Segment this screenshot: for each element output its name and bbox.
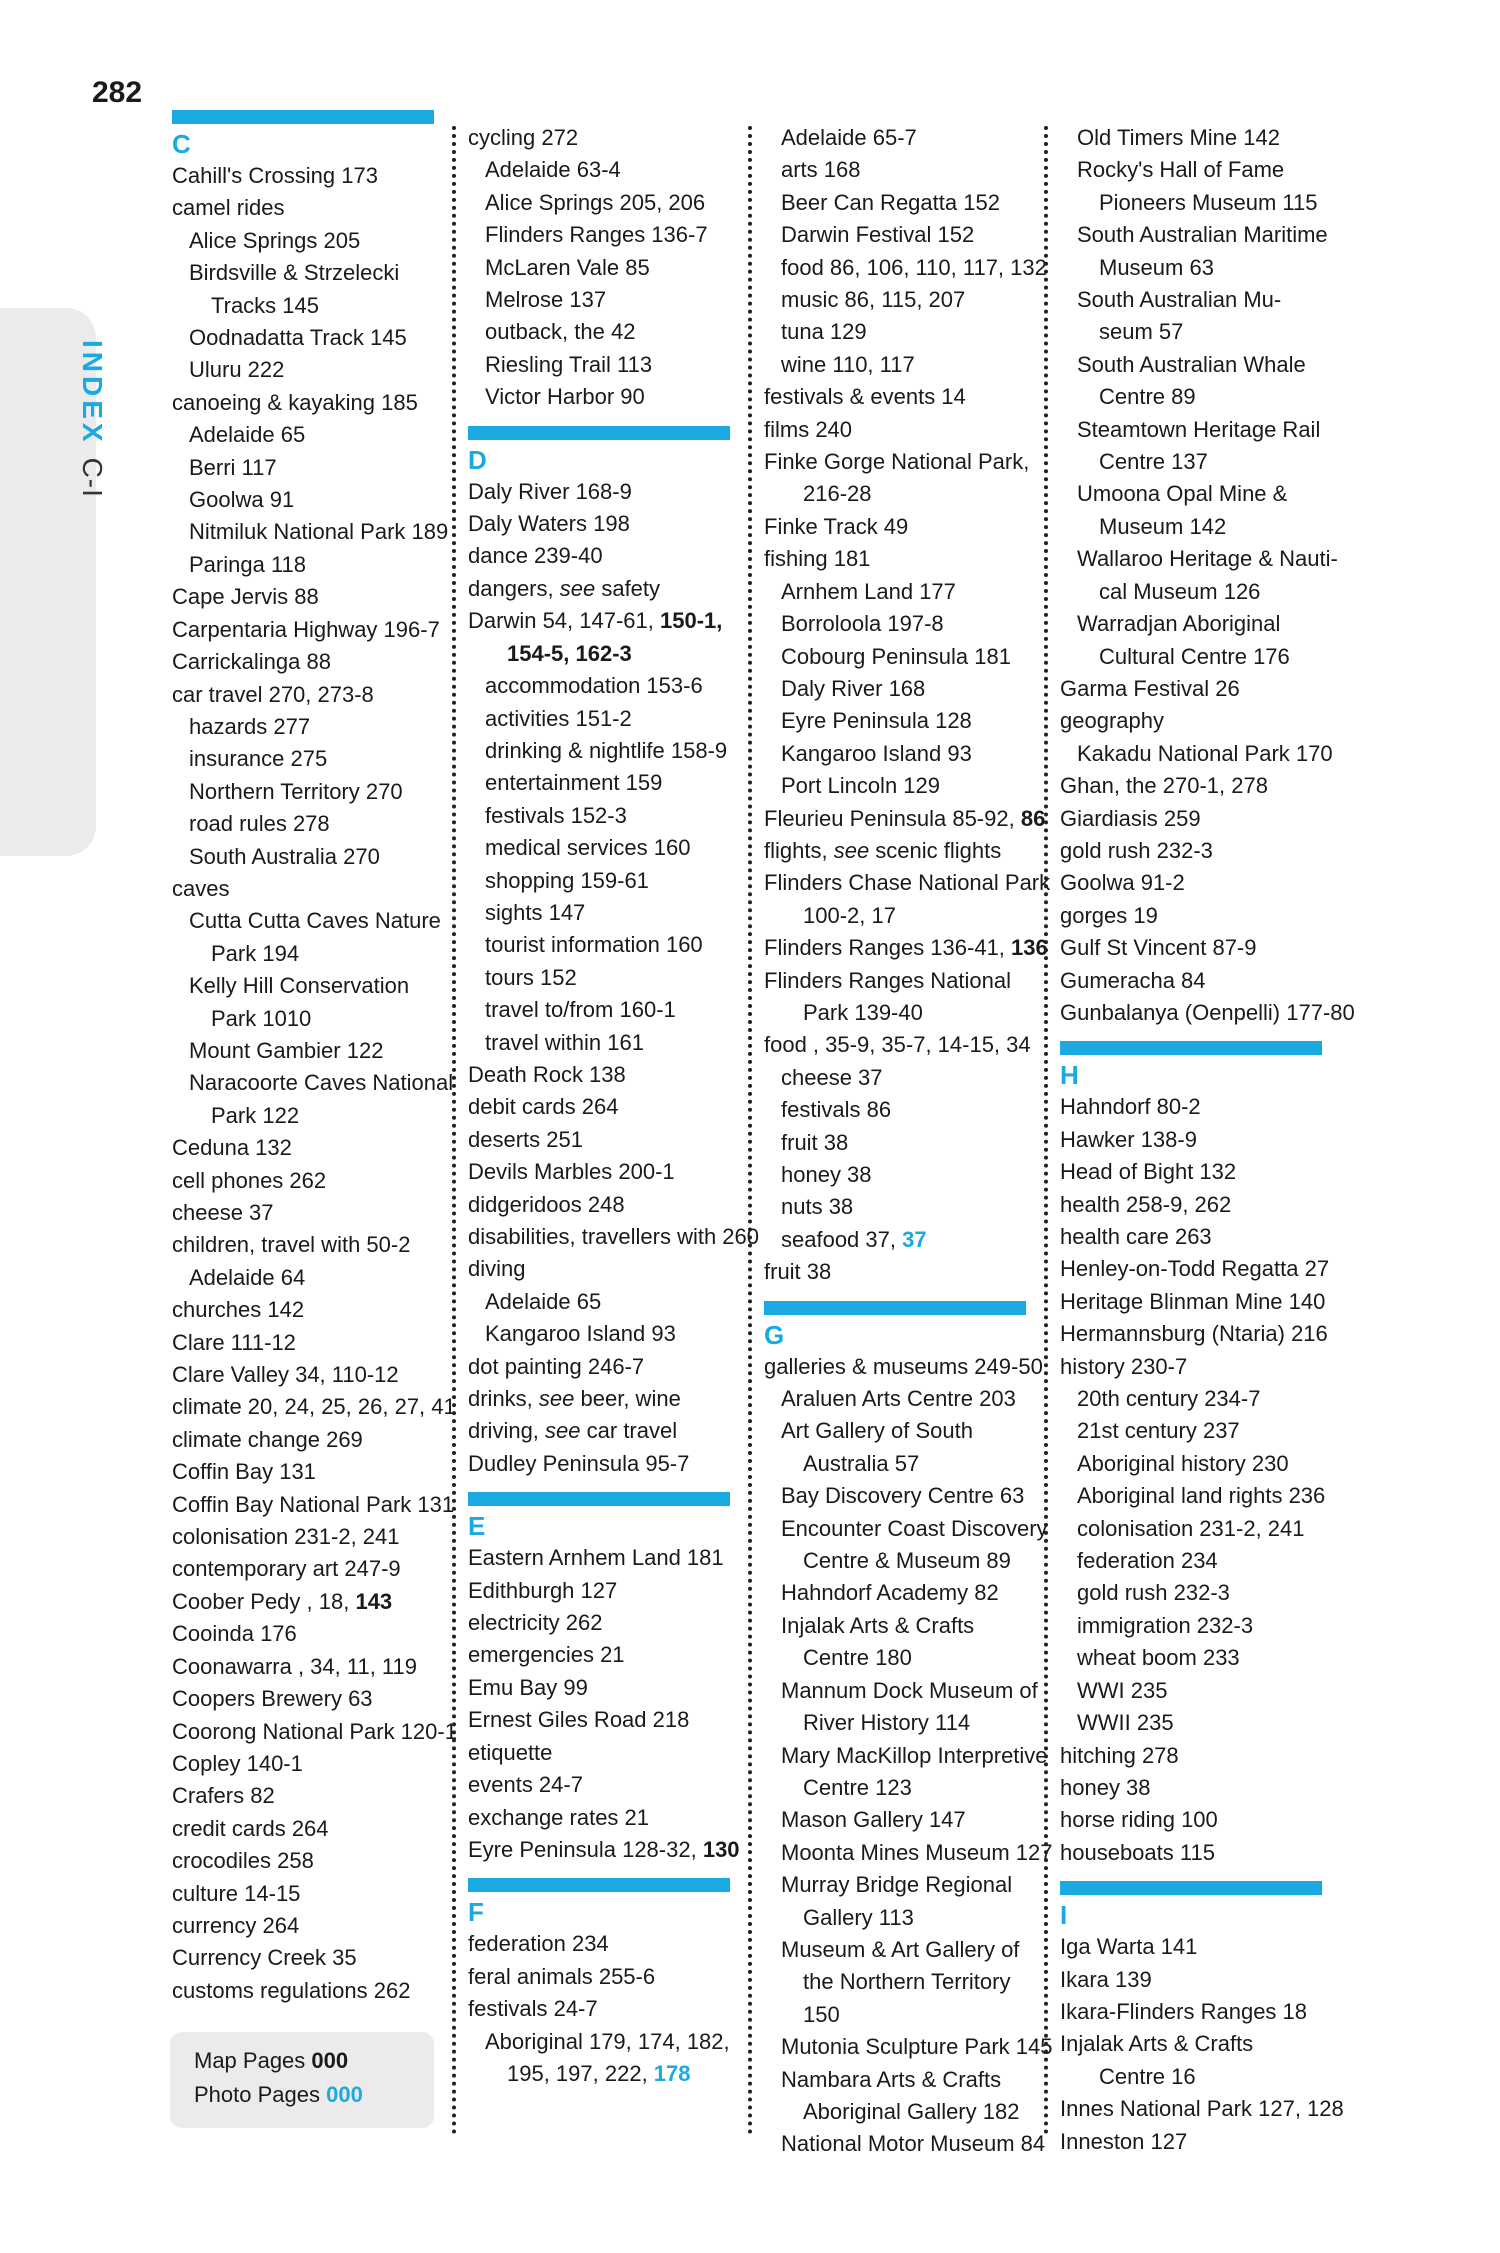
index-subentry: arts 168 bbox=[781, 157, 861, 183]
index-entry-continuation: River History 114 bbox=[803, 1710, 971, 1736]
index-entry: festivals & events 14 bbox=[764, 384, 966, 410]
index-entry: Gumeracha 84 bbox=[1060, 967, 1206, 993]
index-entry: Crafers 82 bbox=[172, 1783, 275, 1809]
index-column-2 bbox=[468, 122, 760, 2090]
index-entry: Coopers Brewery 63 bbox=[172, 1686, 373, 1712]
index-entry: debit cards 264 bbox=[468, 1094, 619, 1120]
index-entry: cycling 272 bbox=[468, 125, 579, 150]
index-entry-continuation: Centre 16 bbox=[1099, 2063, 1196, 2089]
index-subentry: Adelaide 65 bbox=[189, 422, 306, 448]
index-entry: credit cards 264 bbox=[172, 1815, 329, 1841]
index-entry: Hahndorf 80-2 bbox=[1060, 1094, 1201, 1120]
section-letter: I bbox=[1060, 1900, 1068, 1931]
index-entry-continuation: Museum 142 bbox=[1099, 513, 1227, 539]
page-legend bbox=[170, 2032, 434, 2128]
index-entry: events 24-7 bbox=[468, 1772, 583, 1798]
index-subentry: colonisation 231-2, 241 bbox=[1077, 1515, 1305, 1541]
index-entry-continuation: Museum 63 bbox=[1099, 254, 1214, 280]
index-entry: churches 142 bbox=[172, 1297, 305, 1323]
index-subentry: Alice Springs 205, 206 bbox=[485, 189, 706, 215]
map-page-ref: 86 bbox=[1020, 805, 1046, 831]
index-subentry: wheat boom 233 bbox=[1077, 1645, 1240, 1671]
index-tab-label bbox=[76, 340, 108, 498]
index-entry-continuation: 195, 197, 222, 178 bbox=[507, 2060, 691, 2086]
index-entry-continuation: Pioneers Museum 115 bbox=[1099, 189, 1318, 215]
index-entry: car travel 270, 273-8 bbox=[172, 681, 374, 707]
index-entry: Ceduna 132 bbox=[172, 1135, 292, 1161]
section-divider-bar bbox=[468, 1878, 730, 1892]
index-entry: Coonawarra , 34, 11, 119 bbox=[172, 1653, 418, 1679]
index-subentry: Daly River 168 bbox=[781, 675, 926, 701]
index-entry: culture 14-15 bbox=[172, 1880, 301, 1906]
index-subentry: 21st century 237 bbox=[1077, 1418, 1240, 1444]
section-divider-bar bbox=[468, 1492, 730, 1506]
index-entry: Gulf St Vincent 87-9 bbox=[1060, 935, 1257, 961]
map-pages-label: Map Pages bbox=[194, 2048, 306, 2073]
index-subentry: seafood 37, 37 bbox=[781, 1226, 927, 1252]
index-subentry: shopping 159-61 bbox=[485, 867, 649, 893]
index-subentry: McLaren Vale 85 bbox=[485, 254, 650, 280]
index-entry: Carrickalinga 88 bbox=[172, 649, 331, 675]
see-reference: see bbox=[538, 1386, 575, 1412]
index-subentry: Wallaroo Heritage & Nauti- bbox=[1077, 546, 1338, 572]
index-entry: cell phones 262 bbox=[172, 1167, 327, 1193]
index-subentry: Adelaide 63-4 bbox=[485, 157, 621, 183]
index-entry: Coorong National Park 120-1 bbox=[172, 1718, 457, 1744]
index-subentry: road rules 278 bbox=[189, 811, 330, 837]
index-subentry: Museum & Art Gallery of bbox=[781, 1936, 1020, 1962]
index-entry: contemporary art 247-9 bbox=[172, 1556, 401, 1582]
index-subentry: Oodnadatta Track 145 bbox=[189, 325, 407, 351]
index-subentry: Cutta Cutta Caves Nature bbox=[189, 908, 441, 934]
index-entry: Coffin Bay National Park 131 bbox=[172, 1491, 455, 1517]
index-subentry: Mary MacKillop Interpretive bbox=[781, 1742, 1048, 1768]
see-reference: see bbox=[545, 1418, 581, 1444]
index-entry: Garma Festival 26 bbox=[1060, 675, 1240, 701]
index-entry: crocodiles 258 bbox=[172, 1848, 314, 1874]
index-subentry: Mason Gallery 147 bbox=[781, 1807, 966, 1833]
index-entry-continuation: Park 1010 bbox=[211, 1005, 312, 1031]
index-subentry: Nambara Arts & Crafts bbox=[781, 2066, 1002, 2092]
index-subentry: Berri 117 bbox=[189, 454, 277, 480]
index-entry: fruit 38 bbox=[764, 1259, 832, 1285]
section-letter: C bbox=[172, 129, 191, 159]
index-column-3 bbox=[764, 122, 1053, 2161]
index-entry: Ikara-Flinders Ranges 18 bbox=[1060, 1998, 1308, 2024]
section-letter: D bbox=[468, 444, 487, 475]
index-entry: Ikara 139 bbox=[1060, 1966, 1152, 1992]
index-subentry: entertainment 159 bbox=[485, 770, 663, 796]
index-entry: diving bbox=[468, 1256, 526, 1282]
photo-page-ref: 37 bbox=[902, 1226, 927, 1252]
index-subentry: Adelaide 65 bbox=[485, 1288, 602, 1314]
index-subentry: Kangaroo Island 93 bbox=[485, 1321, 676, 1347]
index-subentry: nuts 38 bbox=[781, 1194, 854, 1220]
index-entry: camel rides bbox=[172, 195, 285, 221]
index-entry: Eyre Peninsula 128-32, 130 bbox=[468, 1836, 740, 1862]
map-page-ref: 136 bbox=[1011, 935, 1048, 961]
index-subentry: Kakadu National Park 170 bbox=[1077, 740, 1333, 766]
index-subentry: Injalak Arts & Crafts bbox=[781, 1612, 975, 1638]
index-entry: exchange rates 21 bbox=[468, 1804, 650, 1830]
column-separator bbox=[748, 126, 752, 2136]
index-subentry: Flinders Ranges 136-7 bbox=[485, 222, 708, 248]
index-entry: drinks, see beer, wine bbox=[468, 1386, 681, 1412]
index-entry: Giardiasis 259 bbox=[1060, 805, 1201, 831]
map-page-ref: 150-1, bbox=[660, 608, 723, 634]
index-entry: didgeridoos 248 bbox=[468, 1191, 625, 1217]
index-subentry: cheese 37 bbox=[781, 1064, 883, 1090]
index-subentry: tourist information 160 bbox=[485, 932, 703, 958]
see-reference: see bbox=[833, 837, 870, 863]
index-subentry: Bay Discovery Centre 63 bbox=[781, 1483, 1025, 1509]
map-page-ref: 143 bbox=[355, 1588, 393, 1614]
index-entry: climate change 269 bbox=[172, 1426, 363, 1452]
index-entry: Injalak Arts & Crafts bbox=[1060, 2031, 1254, 2057]
index-subentry: food 86, 106, 110, 117, 132 bbox=[781, 254, 1047, 280]
index-entry-continuation: Centre & Museum 89 bbox=[803, 1548, 1011, 1574]
index-subentry: medical services 160 bbox=[485, 835, 691, 861]
index-subentry: immigration 232-3 bbox=[1077, 1612, 1254, 1638]
index-entry: geography bbox=[1060, 708, 1164, 734]
section-divider-bar bbox=[172, 110, 434, 124]
index-entry: dance 239-40 bbox=[468, 543, 603, 569]
map-page-ref: 130 bbox=[702, 1836, 740, 1862]
index-subentry: National Motor Museum 84 bbox=[781, 2131, 1046, 2157]
index-subentry: Aboriginal history 230 bbox=[1077, 1450, 1289, 1476]
index-subentry: Alice Springs 205 bbox=[189, 227, 361, 253]
index-subentry: Uluru 222 bbox=[189, 357, 285, 383]
index-entry: federation 234 bbox=[468, 1931, 609, 1957]
index-entry: canoeing & kayaking 185 bbox=[172, 389, 418, 415]
index-subentry: Goolwa 91 bbox=[189, 487, 295, 513]
index-entry: Hawker 138-9 bbox=[1060, 1126, 1197, 1152]
section-letter: E bbox=[468, 1511, 486, 1542]
index-entry-continuation: Centre 123 bbox=[803, 1774, 912, 1800]
index-subentry: Old Timers Mine 142 bbox=[1077, 125, 1280, 150]
index-subentry: Borroloola 197-8 bbox=[781, 611, 944, 637]
index-subentry: Mutonia Sculpture Park 145 bbox=[781, 2034, 1053, 2060]
index-subentry: 20th century 234-7 bbox=[1077, 1386, 1261, 1412]
index-subentry: music 86, 115, 207 bbox=[781, 287, 966, 313]
index-entry: deserts 251 bbox=[468, 1126, 583, 1152]
index-subentry: gold rush 232-3 bbox=[1077, 1580, 1230, 1606]
index-entry: flights, see scenic flights bbox=[764, 837, 1002, 863]
section-letter: H bbox=[1060, 1060, 1079, 1091]
section-divider-bar bbox=[1060, 1881, 1322, 1895]
index-subentry: drinking & nightlife 158-9 bbox=[485, 737, 728, 763]
index-entry: cheese 37 bbox=[172, 1200, 274, 1225]
index-entry: Coober Pedy , 18, 143 bbox=[172, 1588, 393, 1614]
index-entry: Edithburgh 127 bbox=[468, 1577, 618, 1603]
index-subentry: Kangaroo Island 93 bbox=[781, 740, 972, 766]
index-subentry: Melrose 137 bbox=[485, 287, 607, 313]
index-entry: Iga Warta 141 bbox=[1060, 1934, 1198, 1960]
index-entry-continuation: Centre 89 bbox=[1099, 384, 1196, 410]
index-subentry: Kelly Hill Conservation bbox=[189, 973, 410, 999]
index-entry: driving, see car travel bbox=[468, 1418, 678, 1444]
index-entry: Finke Gorge National Park, bbox=[764, 449, 1030, 475]
photo-page-ref: 178 bbox=[653, 2060, 691, 2086]
photo-pages-value: 000 bbox=[326, 2082, 363, 2107]
photo-pages-line bbox=[170, 2078, 434, 2112]
index-subentry: Naracoorte Caves National bbox=[189, 1070, 454, 1096]
index-column-1 bbox=[172, 122, 457, 2007]
index-entry: gorges 19 bbox=[1060, 902, 1158, 928]
index-entry: customs regulations 262 bbox=[172, 1977, 411, 2003]
index-subentry: Rocky's Hall of Fame bbox=[1077, 157, 1285, 183]
index-entry: honey 38 bbox=[1060, 1774, 1151, 1800]
index-entry: Coffin Bay 131 bbox=[172, 1459, 316, 1485]
index-entry: Cahill's Crossing 173 bbox=[172, 163, 378, 188]
index-tab-range: C-I bbox=[77, 457, 108, 498]
index-entry-continuation: Park 194 bbox=[211, 940, 300, 966]
index-entry: electricity 262 bbox=[468, 1610, 603, 1636]
index-subentry: Adelaide 64 bbox=[189, 1264, 306, 1290]
index-subentry: Mannum Dock Museum of bbox=[781, 1677, 1038, 1703]
index-entry: galleries & museums 249-50 bbox=[764, 1353, 1043, 1379]
index-entry: Devils Marbles 200-1 bbox=[468, 1159, 675, 1185]
index-subentry: WWI 235 bbox=[1077, 1677, 1168, 1703]
index-entry: history 230-7 bbox=[1060, 1353, 1188, 1379]
index-entry: dangers, see safety bbox=[468, 575, 661, 601]
index-subentry: insurance 275 bbox=[189, 746, 328, 772]
index-subentry: Aboriginal 179, 174, 182, bbox=[485, 2028, 730, 2054]
index-subentry: Steamtown Heritage Rail bbox=[1077, 416, 1321, 442]
index-entry: colonisation 231-2, 241 bbox=[172, 1524, 400, 1550]
page-number: 282 bbox=[92, 76, 143, 109]
index-entry: Dudley Peninsula 95-7 bbox=[468, 1450, 690, 1476]
map-pages-line bbox=[170, 2032, 434, 2078]
index-entry-continuation: Centre 137 bbox=[1099, 449, 1208, 475]
index-subentry: Mount Gambier 122 bbox=[189, 1037, 384, 1063]
index-column-4 bbox=[1060, 122, 1355, 2158]
index-subentry: federation 234 bbox=[1077, 1548, 1218, 1574]
index-subentry: Paringa 118 bbox=[189, 551, 307, 577]
index-entry: Currency Creek 35 bbox=[172, 1945, 357, 1971]
index-subentry: WWII 235 bbox=[1077, 1710, 1174, 1736]
index-subentry: tours 152 bbox=[485, 964, 577, 990]
index-entry: dot painting 246-7 bbox=[468, 1353, 645, 1379]
section-letter: G bbox=[764, 1319, 785, 1350]
index-subentry: Araluen Arts Centre 203 bbox=[781, 1386, 1016, 1412]
index-subentry: festivals 86 bbox=[781, 1097, 892, 1123]
index-subentry: Arnhem Land 177 bbox=[781, 578, 956, 604]
index-entry: fishing 181 bbox=[764, 546, 871, 572]
index-entry: etiquette bbox=[468, 1739, 553, 1765]
index-subentry: Cobourg Peninsula 181 bbox=[781, 643, 1011, 669]
index-entry: Innes National Park 127, 128 bbox=[1060, 2096, 1344, 2122]
index-entry: Carpentaria Highway 196-7 bbox=[172, 616, 440, 642]
section-divider-bar bbox=[1060, 1041, 1322, 1055]
photo-pages-label: Photo Pages bbox=[194, 2082, 320, 2107]
index-subentry: Umoona Opal Mine & bbox=[1077, 481, 1288, 507]
column-separator bbox=[452, 126, 456, 2136]
index-entry: Finke Track 49 bbox=[764, 513, 909, 539]
index-entry-continuation: Australia 57 bbox=[803, 1450, 920, 1476]
map-page-ref: 154-5, 162-3 bbox=[507, 640, 632, 666]
index-subentry: Encounter Coast Discovery bbox=[781, 1515, 1048, 1541]
index-entry: currency 264 bbox=[172, 1912, 300, 1938]
index-subentry: Warradjan Aboriginal bbox=[1077, 611, 1281, 637]
index-subentry: Murray Bridge Regional bbox=[781, 1872, 1013, 1898]
index-subentry: South Australian Whale bbox=[1077, 351, 1306, 377]
index-entry-continuation: cal Museum 126 bbox=[1099, 578, 1261, 604]
index-entry: disabilities, travellers with 260 bbox=[468, 1224, 760, 1249]
index-subentry: honey 38 bbox=[781, 1162, 872, 1187]
index-subentry: travel within 161 bbox=[485, 1029, 644, 1055]
index-subentry: festivals 152-3 bbox=[485, 802, 627, 828]
index-entry: gold rush 232-3 bbox=[1060, 837, 1213, 863]
index-entry: Heritage Blinman Mine 140 bbox=[1060, 1288, 1326, 1314]
index-entry: Gunbalanya (Oenpelli) 177-80 bbox=[1060, 999, 1355, 1025]
index-subentry: wine 110, 117 bbox=[781, 351, 915, 377]
index-entry: health care 263 bbox=[1060, 1224, 1212, 1249]
index-entry-continuation: 150 bbox=[803, 2001, 840, 2027]
index-entry: food , 35-9, 35-7, 14-15, 34 bbox=[764, 1032, 1031, 1058]
section-letter: F bbox=[468, 1897, 484, 1928]
index-entry: Emu Bay 99 bbox=[468, 1674, 588, 1700]
index-entry: Ghan, the 270-1, 278 bbox=[1060, 773, 1268, 799]
index-subentry: South Australian Maritime bbox=[1077, 222, 1328, 248]
index-subentry: Birdsville & Strzelecki bbox=[189, 260, 400, 286]
index-entry: festivals 24-7 bbox=[468, 1996, 598, 2022]
index-entry: Flinders Chase National Park bbox=[764, 870, 1051, 896]
index-entry: Darwin 54, 147-61, 150-1, bbox=[468, 608, 723, 634]
index-subentry: Hahndorf Academy 82 bbox=[781, 1580, 999, 1606]
index-entry: films 240 bbox=[764, 416, 853, 442]
index-entry: Flinders Ranges 136-41, 136 bbox=[764, 935, 1048, 961]
index-entry: climate 20, 24, 25, 26, 27, 41 bbox=[172, 1394, 456, 1420]
index-subentry: South Australian Mu- bbox=[1077, 287, 1282, 313]
index-subentry: sights 147 bbox=[485, 899, 586, 925]
index-subentry: Eyre Peninsula 128 bbox=[781, 708, 972, 734]
index-subentry: accommodation 153-6 bbox=[485, 673, 703, 699]
index-entry-continuation: Tracks 145 bbox=[211, 292, 320, 318]
index-entry: Cape Jervis 88 bbox=[172, 584, 319, 610]
index-subentry: Victor Harbor 90 bbox=[485, 384, 645, 410]
index-entry-continuation: 216-28 bbox=[803, 481, 872, 507]
index-subentry: outback, the 42 bbox=[485, 319, 636, 345]
index-subentry: Darwin Festival 152 bbox=[781, 222, 975, 248]
see-reference: see bbox=[559, 575, 596, 601]
index-entry: Goolwa 91-2 bbox=[1060, 870, 1185, 896]
index-entry: houseboats 115 bbox=[1060, 1839, 1215, 1865]
index-subentry: Aboriginal land rights 236 bbox=[1077, 1483, 1326, 1509]
index-entry: Daly River 168-9 bbox=[468, 478, 632, 504]
section-divider-bar bbox=[764, 1301, 1026, 1315]
index-subentry: Adelaide 65-7 bbox=[781, 125, 917, 150]
index-entry: Copley 140-1 bbox=[172, 1750, 303, 1776]
index-entry: hitching 278 bbox=[1060, 1742, 1179, 1768]
index-subentry: activities 151-2 bbox=[485, 705, 632, 731]
index-entry: emergencies 21 bbox=[468, 1642, 625, 1668]
index-subentry: travel to/from 160-1 bbox=[485, 997, 676, 1023]
index-entry: Henley-on-Todd Regatta 27 bbox=[1060, 1256, 1330, 1282]
column-separator bbox=[1044, 126, 1048, 2136]
map-pages-value: 000 bbox=[311, 2048, 349, 2073]
index-entry-continuation: Park 139-40 bbox=[803, 999, 923, 1025]
index-subentry: South Australia 270 bbox=[189, 843, 380, 869]
index-entry: Death Rock 138 bbox=[468, 1061, 626, 1087]
index-entry-continuation: Cultural Centre 176 bbox=[1099, 643, 1290, 669]
index-entry: Flinders Ranges National bbox=[764, 967, 1012, 993]
index-entry: Head of Bight 132 bbox=[1060, 1159, 1237, 1185]
index-subentry: Northern Territory 270 bbox=[189, 778, 403, 804]
index-subentry: fruit 38 bbox=[781, 1129, 849, 1155]
index-subentry: tuna 129 bbox=[781, 319, 867, 345]
index-tab-title: INDEX bbox=[77, 340, 108, 446]
index-entry: feral animals 255-6 bbox=[468, 1963, 656, 1989]
index-subentry: Art Gallery of South bbox=[781, 1418, 973, 1444]
index-entry-continuation: seum 57 bbox=[1099, 319, 1184, 345]
index-entry-continuation: Aboriginal Gallery 182 bbox=[803, 2098, 1020, 2124]
index-entry-continuation: 100-2, 17 bbox=[803, 902, 896, 928]
index-entry: Ernest Giles Road 218 bbox=[468, 1707, 690, 1733]
index-entry: children, travel with 50-2 bbox=[172, 1232, 411, 1258]
index-entry: Cooinda 176 bbox=[172, 1621, 297, 1647]
index-entry: caves bbox=[172, 875, 230, 901]
index-entry-continuation: Gallery 113 bbox=[803, 1904, 914, 1930]
section-divider-bar bbox=[468, 426, 730, 440]
index-subentry: Beer Can Regatta 152 bbox=[781, 189, 1000, 215]
index-entry-continuation: Park 122 bbox=[211, 1102, 300, 1128]
index-entry: Eastern Arnhem Land 181 bbox=[468, 1545, 724, 1571]
index-entry: health 258-9, 262 bbox=[1060, 1191, 1232, 1217]
index-entry: Clare 111-12 bbox=[172, 1329, 296, 1355]
index-entry: horse riding 100 bbox=[1060, 1807, 1218, 1833]
index-subentry: hazards 277 bbox=[189, 713, 311, 739]
index-entry-continuation: the Northern Territory bbox=[803, 1969, 1011, 1995]
index-entry: Clare Valley 34, 110-12 bbox=[172, 1362, 399, 1388]
index-entry-continuation: Centre 180 bbox=[803, 1645, 912, 1671]
index-entry-continuation bbox=[468, 638, 730, 670]
index-entry: Fleurieu Peninsula 85-92, 86 bbox=[764, 805, 1046, 831]
index-entry: Hermannsburg (Ntaria) 216 bbox=[1060, 1321, 1328, 1347]
index-entry: Daly Waters 198 bbox=[468, 511, 630, 537]
index-subentry: Moonta Mines Museum 127 bbox=[781, 1839, 1053, 1865]
index-subentry: Riesling Trail 113 bbox=[485, 351, 653, 377]
index-subentry: Nitmiluk National Park 189 bbox=[189, 519, 449, 545]
index-subentry: Port Lincoln 129 bbox=[781, 773, 940, 799]
index-entry: Inneston 127 bbox=[1060, 2128, 1188, 2154]
